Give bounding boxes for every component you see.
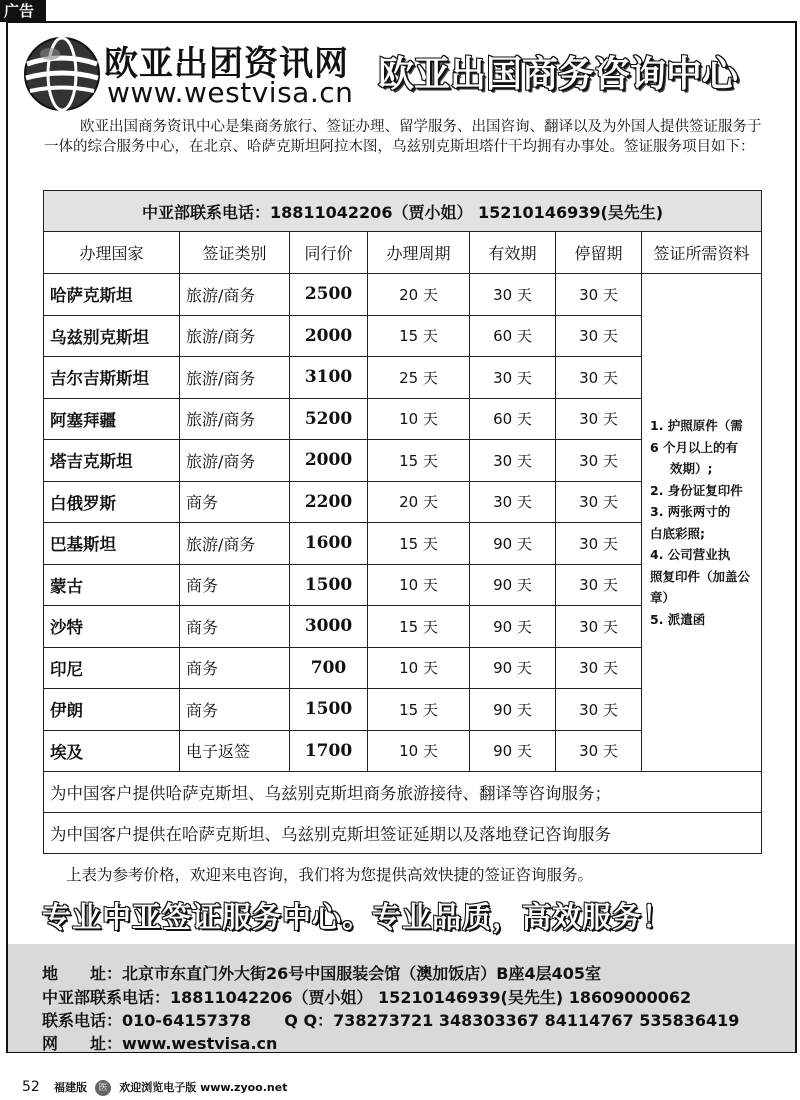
cell-price: 2000 bbox=[290, 440, 368, 482]
cell-stay: 30 天 bbox=[556, 606, 642, 648]
brand-name: 欧亚出团资讯网 bbox=[104, 44, 349, 84]
cell-type: 旅游/商务 bbox=[180, 274, 290, 316]
cell-stay: 30 天 bbox=[556, 730, 642, 772]
intro-paragraph: 欧亚出国商务资讯中心是集商务旅行、签证办理、留学服务、出国咨询、翻译以及为外国人提供签证服务于一体的综合服务中心，在北京、哈萨克斯坦阿拉木图，乌兹别克斯坦塔什干均拥有办事处。签证服务项目如下： bbox=[44, 119, 762, 155]
col-header-requirements: 签证所需资料 bbox=[642, 232, 762, 274]
cell-country: 沙特 bbox=[44, 606, 180, 648]
tel-line bbox=[42, 1008, 739, 1031]
cell-stay: 30 天 bbox=[556, 689, 642, 731]
cell-price: 2000 bbox=[290, 315, 368, 357]
cell-price: 3100 bbox=[290, 357, 368, 399]
cell-stay: 30 天 bbox=[556, 274, 642, 316]
cell-type: 旅游/商务 bbox=[180, 315, 290, 357]
col-header-country: 办理国家 bbox=[44, 232, 180, 274]
table-header-row bbox=[44, 232, 762, 274]
cell-valid: 90 天 bbox=[470, 647, 556, 689]
visa-table bbox=[43, 190, 762, 854]
cell-stay: 30 天 bbox=[556, 440, 642, 482]
table-note-row bbox=[44, 813, 762, 854]
cell-valid: 90 天 bbox=[470, 606, 556, 648]
cell-valid: 90 天 bbox=[470, 730, 556, 772]
cell-country: 巴基斯坦 bbox=[44, 523, 180, 565]
cell-country: 乌兹别克斯坦 bbox=[44, 315, 180, 357]
cell-stay: 30 天 bbox=[556, 357, 642, 399]
ad-label: 广告 bbox=[0, 0, 46, 22]
cell-country: 蒙古 bbox=[44, 564, 180, 606]
headline: 欧亚出国商务咨询中心 bbox=[378, 54, 739, 95]
cell-country: 哈萨克斯坦 bbox=[44, 274, 180, 316]
table-row bbox=[44, 274, 762, 316]
cell-cycle: 20 天 bbox=[368, 274, 470, 316]
cell-type: 商务 bbox=[180, 564, 290, 606]
cell-cycle: 15 天 bbox=[368, 315, 470, 357]
requirement-item: 章） bbox=[650, 590, 676, 605]
cell-type: 商务 bbox=[180, 606, 290, 648]
address-line bbox=[42, 961, 601, 984]
globe-icon bbox=[22, 34, 102, 114]
requirement-item: 3. 两张两寸的 bbox=[650, 504, 731, 519]
cell-stay: 30 天 bbox=[556, 398, 642, 440]
website-value[interactable]: www.westvisa.cn bbox=[122, 1034, 278, 1053]
col-header-stay: 停留期 bbox=[556, 232, 642, 274]
qq-value: 738273721 348303367 84114767 535836419 bbox=[333, 1011, 740, 1030]
dept-phone-line bbox=[42, 985, 691, 1008]
cell-country: 吉尔吉斯斯坦 bbox=[44, 357, 180, 399]
requirement-item: 6 个月以上的有 bbox=[650, 439, 739, 455]
cell-valid: 90 天 bbox=[470, 689, 556, 731]
cell-stay: 30 天 bbox=[556, 523, 642, 565]
page-footer bbox=[22, 1079, 287, 1096]
cell-valid: 90 天 bbox=[470, 523, 556, 565]
website-line bbox=[42, 1031, 277, 1054]
cell-type: 旅游/商务 bbox=[180, 398, 290, 440]
cell-valid: 30 天 bbox=[470, 481, 556, 523]
cell-price: 1500 bbox=[290, 689, 368, 731]
edition-label: 福建版 bbox=[53, 1081, 87, 1094]
cell-price: 2500 bbox=[290, 274, 368, 316]
cell-stay: 30 天 bbox=[556, 481, 642, 523]
cell-price: 1600 bbox=[290, 523, 368, 565]
table-contact-row bbox=[44, 191, 762, 232]
cell-price: 2200 bbox=[290, 481, 368, 523]
cell-type: 商务 bbox=[180, 481, 290, 523]
requirement-item: 4. 公司营业执 bbox=[650, 547, 731, 562]
cell-cycle: 10 天 bbox=[368, 647, 470, 689]
footer-tagline: 欢迎浏览电子版 www.zyoo.net bbox=[119, 1081, 288, 1094]
requirement-item: 照复印件（加盖公 bbox=[650, 568, 751, 584]
cell-country: 印尼 bbox=[44, 647, 180, 689]
cell-stay: 30 天 bbox=[556, 315, 642, 357]
cell-price: 1500 bbox=[290, 564, 368, 606]
table-contact: 中亚部联系电话：18811042206（贾小姐） 15210146939(吴先生) bbox=[44, 191, 762, 232]
cell-type: 旅游/商务 bbox=[180, 440, 290, 482]
col-header-cycle: 办理周期 bbox=[368, 232, 470, 274]
cell-type: 商务 bbox=[180, 689, 290, 731]
cell-price: 5200 bbox=[290, 398, 368, 440]
tel-label: 联系电话： bbox=[42, 1011, 123, 1030]
website-label: 网 址： bbox=[42, 1034, 123, 1053]
cell-valid: 30 天 bbox=[470, 357, 556, 399]
cell-price: 1700 bbox=[290, 730, 368, 772]
slogan: 专业中亚签证服务中心。专业品质，高效服务！ bbox=[42, 900, 673, 934]
cell-valid: 90 天 bbox=[470, 564, 556, 606]
dept-phone-value: 18811042206（贾小姐） 15210146939(吴先生) 18609000062 bbox=[170, 988, 692, 1007]
cell-cycle: 10 天 bbox=[368, 564, 470, 606]
cell-country: 阿塞拜疆 bbox=[44, 398, 180, 440]
cell-valid: 60 天 bbox=[470, 315, 556, 357]
cell-cycle: 25 天 bbox=[368, 357, 470, 399]
cell-price: 700 bbox=[290, 647, 368, 689]
requirement-item: 白底彩照; bbox=[650, 525, 705, 541]
cell-price: 3000 bbox=[290, 606, 368, 648]
service-note: 为中国客户提供在哈萨克斯坦、乌兹别克斯坦签证延期以及落地登记咨询服务 bbox=[44, 813, 762, 854]
magazine-logo-icon: 医 bbox=[95, 1080, 111, 1096]
cell-cycle: 10 天 bbox=[368, 398, 470, 440]
qq-label: Q Q： bbox=[284, 1011, 334, 1030]
table-note-row bbox=[44, 772, 762, 813]
cell-cycle: 15 天 bbox=[368, 440, 470, 482]
service-note: 为中国客户提供哈萨克斯坦、乌兹别克斯坦商务旅游接待、翻译等咨询服务； bbox=[44, 772, 762, 813]
cell-country: 塔吉克斯坦 bbox=[44, 440, 180, 482]
cell-country: 伊朗 bbox=[44, 689, 180, 731]
tel-value: 010-64157378 bbox=[122, 1011, 252, 1030]
address-label: 地 址： bbox=[42, 964, 123, 983]
requirement-item: 5. 派遣函 bbox=[650, 611, 706, 627]
cell-type: 旅游/商务 bbox=[180, 357, 290, 399]
address-value: 北京市东直门外大街26号中国服装会馆（澳加饭店）B座4层405室 bbox=[122, 964, 602, 983]
requirement-item: 效期）; bbox=[670, 461, 713, 476]
cell-cycle: 20 天 bbox=[368, 481, 470, 523]
cell-country: 白俄罗斯 bbox=[44, 481, 180, 523]
dept-phone-label: 中亚部联系电话： bbox=[42, 988, 171, 1007]
cell-stay: 30 天 bbox=[556, 647, 642, 689]
cell-cycle: 15 天 bbox=[368, 606, 470, 648]
reference-note: 上表为参考价格，欢迎来电咨询，我们将为您提供高效快捷的签证咨询服务。 bbox=[66, 866, 594, 884]
cell-type: 旅游/商务 bbox=[180, 523, 290, 565]
cell-valid: 30 天 bbox=[470, 440, 556, 482]
cell-valid: 30 天 bbox=[470, 274, 556, 316]
col-header-valid: 有效期 bbox=[470, 232, 556, 274]
cell-cycle: 15 天 bbox=[368, 523, 470, 565]
cell-type: 商务 bbox=[180, 647, 290, 689]
cell-valid: 60 天 bbox=[470, 398, 556, 440]
col-header-price: 同行价 bbox=[290, 232, 368, 274]
cell-stay: 30 天 bbox=[556, 564, 642, 606]
col-header-type: 签证类别 bbox=[180, 232, 290, 274]
requirement-item: 1. 护照原件（需 bbox=[650, 418, 743, 433]
cell-country: 埃及 bbox=[44, 730, 180, 772]
requirements-cell bbox=[642, 274, 762, 772]
brand-url: www.westvisa.cn bbox=[107, 76, 354, 109]
requirement-item: 2. 身份证复印件 bbox=[650, 482, 743, 498]
cell-cycle: 15 天 bbox=[368, 689, 470, 731]
cell-cycle: 10 天 bbox=[368, 730, 470, 772]
cell-type: 电子返签 bbox=[180, 730, 290, 772]
page-number: 52 bbox=[22, 1079, 40, 1095]
